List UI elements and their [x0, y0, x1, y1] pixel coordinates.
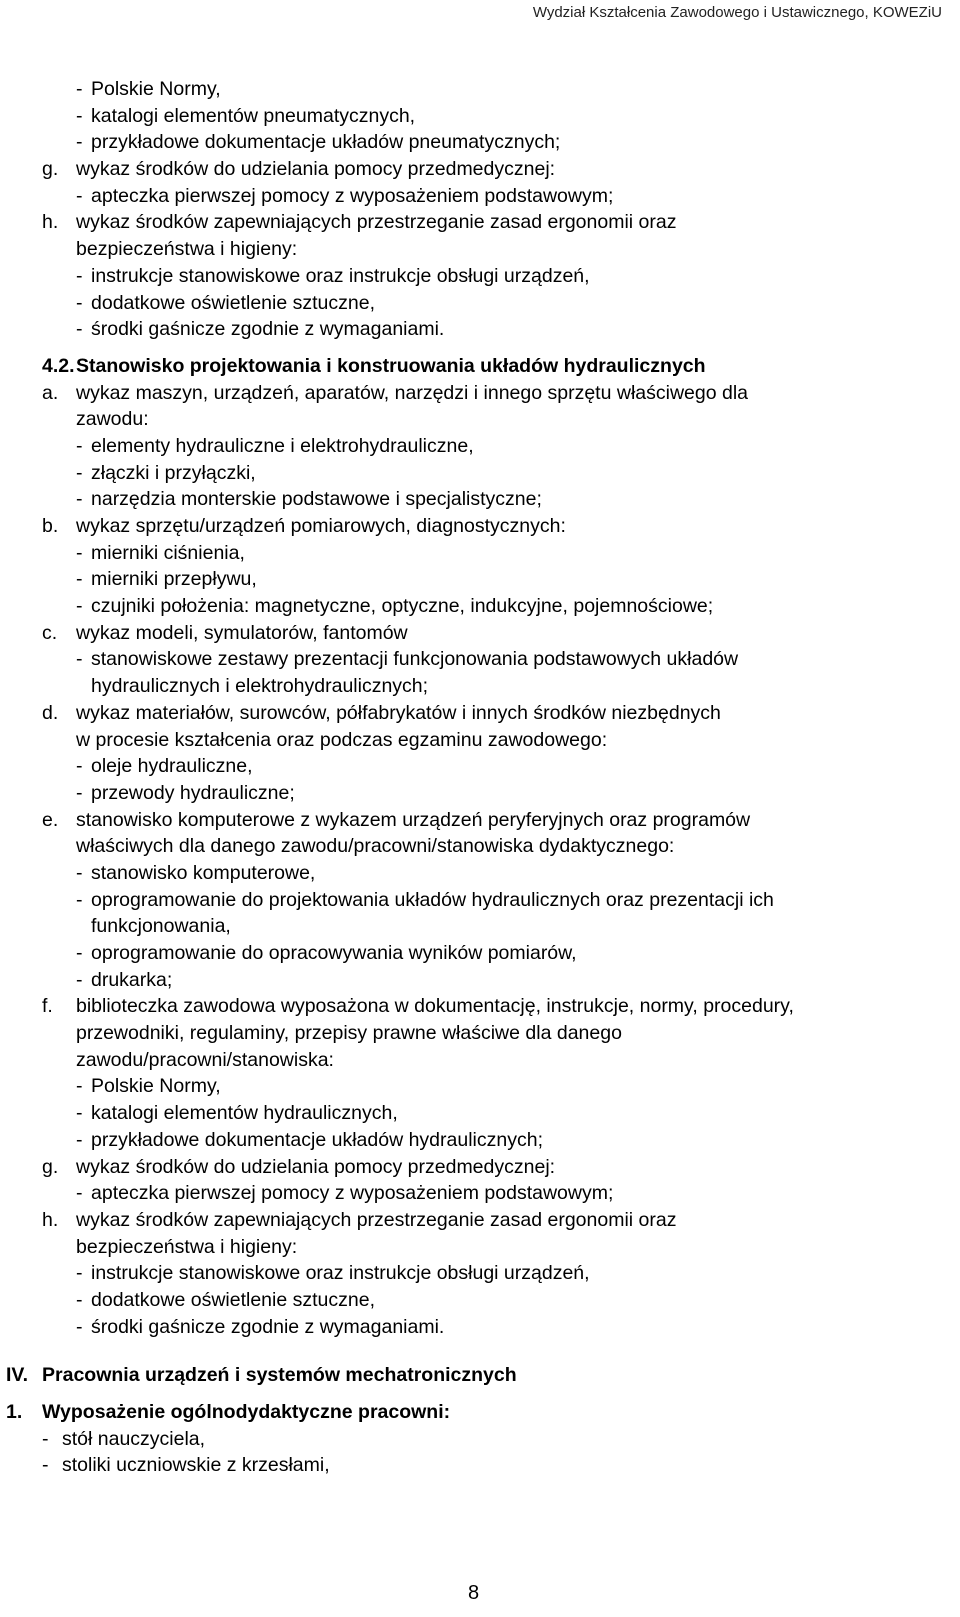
subsection-heading-1: 1. Wyposażenie ogólnodydaktyczne pracowni:	[6, 1401, 451, 1423]
list-continuation: hydraulicznych i elektrohydraulicznych;	[91, 675, 429, 698]
list-marker-d: d. wykaz materiałów, surowców, półfabrykatów i innych środków niezbędnych	[42, 701, 721, 724]
list-marker-g: g. wykaz środków do udzielania pomocy przedmedycznej:	[42, 1155, 556, 1178]
list-item: - apteczka pierwszej pomocy z wyposażeniem podstawowym;	[0, 183, 960, 210]
list-item: - stanowiskowe zestawy prezentacji funkcjonowania podstawowych układów	[0, 646, 960, 673]
list-item: - przykładowe dokumentacje układów hydraulicznych;	[0, 1127, 960, 1154]
list-marker-b: b. wykaz sprzętu/urządzeń pomiarowych, diagnostycznych:	[42, 515, 566, 537]
dash: -	[76, 968, 83, 991]
list-item: - oprogramowanie do projektowania układów hydraulicznych oraz prezentacji ich	[0, 887, 960, 914]
dash: -	[76, 78, 83, 100]
list-item: - narzędzia monterskie podstawowe i specjalistyczne;	[0, 486, 960, 513]
list-item: - stoliki uczniowskie z krzesłami,	[0, 1452, 960, 1479]
dash: -	[76, 1288, 83, 1311]
dash: -	[76, 595, 83, 618]
page-number: 8	[468, 1582, 480, 1604]
list-marker-g: g. wykaz środków do udzielania pomocy przedmedycznej:	[42, 158, 556, 181]
dash: -	[76, 1102, 83, 1125]
dash: -	[76, 1315, 83, 1338]
dash: -	[76, 568, 83, 591]
list-item: - oprogramowanie do opracowywania wyników pomiarów,	[0, 940, 960, 967]
list-item: - przewody hydrauliczne;	[0, 780, 960, 807]
dash: -	[76, 434, 83, 457]
list-item: - stół nauczyciela,	[0, 1426, 960, 1453]
list-item: - mierniki przepływu,	[0, 566, 960, 593]
list-item: - dodatkowe oświetlenie sztuczne,	[0, 1287, 960, 1314]
list-item: - mierniki ciśnienia,	[0, 540, 960, 567]
dash: -	[76, 488, 83, 511]
dash: -	[76, 264, 83, 287]
dash: -	[76, 104, 83, 127]
list-item: - środki gaśnicze zgodnie z wymaganiami.	[0, 316, 960, 343]
list-item: - oleje hydrauliczne,	[0, 753, 960, 780]
list-continuation: zawodu:	[76, 408, 149, 431]
list-marker-f: f. biblioteczka zawodowa wyposażona w dokumentację, instrukcje, normy, procedury,	[42, 995, 794, 1018]
list-continuation: funkcjonowania,	[91, 915, 231, 938]
list-item: - Polskie Normy,	[0, 1073, 960, 1100]
list-continuation: przewodniki, regulaminy, przepisy prawne właściwe dla danego	[76, 1022, 622, 1045]
list-item: - złączki i przyłączki,	[0, 460, 960, 487]
list-item: - stanowisko komputerowe,	[0, 860, 960, 887]
list-continuation: zawodu/pracowni/stanowiska:	[76, 1048, 334, 1071]
list-item: - elementy hydrauliczne i elektrohydrauliczne,	[0, 433, 960, 460]
list-marker-h: h. wykaz środków zapewniających przestrzeganie zasad ergonomii oraz	[42, 1208, 677, 1231]
list-marker-a: a. wykaz maszyn, urządzeń, aparatów, narzędzi i innego sprzętu właściwego dla	[42, 381, 749, 404]
dash: -	[76, 1182, 83, 1205]
dash: -	[76, 648, 83, 671]
dash: -	[42, 1454, 49, 1477]
list-item: - katalogi elementów pneumatycznych,	[0, 103, 960, 130]
list-item: - środki gaśnicze zgodnie z wymaganiami.	[0, 1314, 960, 1341]
list-item: - dodatkowe oświetlenie sztuczne,	[0, 290, 960, 317]
list-item: - instrukcje stanowiskowe oraz instrukcje obsługi urządzeń,	[0, 263, 960, 290]
dash: -	[42, 1427, 49, 1450]
list-marker-e: e. stanowisko komputerowe z wykazem urządzeń peryferyjnych oraz programów	[42, 808, 751, 831]
dash: -	[76, 184, 83, 207]
dash: -	[76, 1075, 83, 1098]
list-continuation: bezpieczeństwa i higieny:	[76, 1235, 298, 1258]
list-item: - katalogi elementów hydraulicznych,	[0, 1100, 960, 1127]
list-marker-h: h. wykaz środków zapewniających przestrzeganie zasad ergonomii oraz	[42, 211, 677, 234]
dash: -	[76, 461, 83, 484]
dash: -	[76, 291, 83, 314]
list-continuation: bezpieczeństwa i higieny:	[76, 238, 298, 261]
dash: -	[76, 861, 83, 884]
section-heading-4-2: 4.2. Stanowisko projektowania i konstruowania układów hydraulicznych	[42, 354, 706, 377]
list-item: - apteczka pierwszej pomocy z wyposażeniem podstawowym;	[0, 1180, 960, 1207]
dash: -	[76, 131, 83, 154]
dash: -	[76, 888, 83, 911]
page-header: Wydział Kształcenia Zawodowego i Ustawicznego, KOWEZiU	[532, 4, 942, 21]
dash: -	[76, 1128, 83, 1151]
document-body	[0, 76, 960, 1479]
list-item: - przykładowe dokumentacje układów pneumatycznych;	[0, 129, 960, 156]
chapter-heading-IV: IV. Pracownia urządzeń i systemów mechatronicznych	[6, 1364, 517, 1387]
list-item: - Polskie Normy,	[0, 76, 960, 103]
list-marker-c: c. wykaz modeli, symulatorów, fantomów	[42, 621, 408, 644]
list-continuation: właściwych dla danego zawodu/pracowni/stanowiska dydaktycznego:	[76, 835, 675, 858]
dash: -	[76, 942, 83, 964]
list-item: - instrukcje stanowiskowe oraz instrukcje obsługi urządzeń,	[0, 1260, 960, 1287]
dash: -	[76, 318, 83, 341]
dash: -	[76, 755, 83, 778]
list-continuation: w procesie kształcenia oraz podczas egzaminu zawodowego:	[76, 728, 608, 751]
dash: -	[76, 1262, 83, 1285]
list-item: - czujniki położenia: magnetyczne, optyczne, indukcyjne, pojemnościowe;	[0, 593, 960, 620]
list-item: - drukarka;	[0, 967, 960, 994]
dash: -	[76, 541, 83, 564]
dash: -	[76, 781, 83, 804]
